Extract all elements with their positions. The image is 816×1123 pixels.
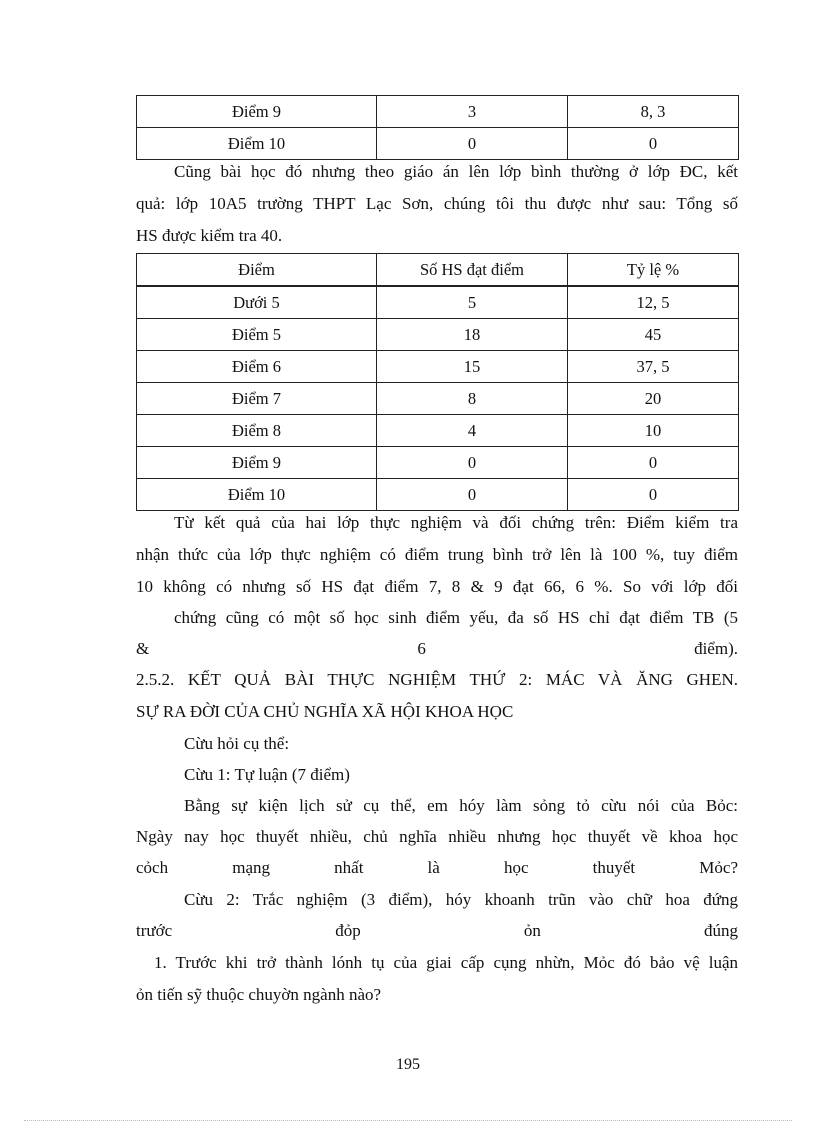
- table-header-row: [137, 254, 739, 287]
- paragraph-line: quả: lớp 10A5 trường THPT Lạc Sơn, chúng tôi thu được như sau: Tổng số: [136, 194, 738, 213]
- table-cell: 10: [568, 415, 739, 447]
- table-cell: Điểm 5: [137, 319, 377, 351]
- paragraph-line: chứng cũng có một số học sinh điểm yếu, đa số HS chỉ đạt điểm TB (5: [174, 608, 738, 627]
- paragraph-line: Từ kết quả của hai lớp thực nghiệm và đối chứng trên: Điểm kiểm tra: [174, 513, 738, 532]
- table-cell: 0: [377, 447, 568, 479]
- page-border-divider: [24, 1120, 792, 1121]
- table-cell: 4: [377, 415, 568, 447]
- table-cell: 37, 5: [568, 351, 739, 383]
- control-class-results-table: [136, 253, 739, 511]
- paragraph-line: Ngày nay học thuyết nhiều, chủ nghĩa nhiều nhưng học thuyết về khoa học: [136, 827, 738, 846]
- table-cell: 0: [568, 479, 739, 511]
- table-cell: Điểm 7: [137, 383, 377, 415]
- table-cell: Điểm 10: [137, 128, 377, 160]
- table-row: [137, 351, 739, 383]
- paragraph-line: ỏn tiến sỹ thuộc chuyờn ngành nào?: [136, 985, 382, 1004]
- results-table-continued: [136, 95, 739, 160]
- paragraph-line: HS được kiểm tra 40.: [136, 226, 283, 245]
- table-cell: 45: [568, 319, 739, 351]
- section-heading: SỰ RA ĐỜI CỦA CHỦ NGHĨA XÃ HỘI KHOA HỌC: [136, 702, 514, 721]
- table-cell: 0: [377, 479, 568, 511]
- table-row: [137, 96, 739, 128]
- questions-intro: Cừu hỏi cụ thể:: [184, 734, 290, 753]
- column-header: Tỷ lệ %: [568, 254, 739, 287]
- table-row: [137, 383, 739, 415]
- table-row: [137, 415, 739, 447]
- paragraph-line: Bằng sự kiện lịch sử cụ thể, em hóy làm sỏng tỏ cừu nói của Bỏc:: [184, 796, 738, 815]
- table-cell: 5: [377, 286, 568, 319]
- table-cell: Điểm 10: [137, 479, 377, 511]
- table-cell: 0: [568, 128, 739, 160]
- page-number: 195: [396, 1056, 420, 1073]
- paragraph-line: & 6 điểm).: [136, 639, 738, 658]
- table-cell: 8: [377, 383, 568, 415]
- column-header: Số HS đạt điểm: [377, 254, 568, 287]
- paragraph-line: trước đỏp ỏn đúng: [136, 921, 738, 940]
- table-cell: Điểm 9: [137, 447, 377, 479]
- table-cell: 18: [377, 319, 568, 351]
- table-cell: Dưới 5: [137, 286, 377, 319]
- paragraph-line: Cũng bài học đó nhưng theo giáo án lên lớp bình thường ở lớp ĐC, kết: [174, 162, 738, 181]
- table-cell: 3: [377, 96, 568, 128]
- table-cell: Điểm 9: [137, 96, 377, 128]
- table-cell: 8, 3: [568, 96, 739, 128]
- table-cell: 12, 5: [568, 286, 739, 319]
- paragraph-line: nhận thức của lớp thực nghiệm có điểm trung bình trở lên là 100 %, tuy điểm: [136, 545, 738, 564]
- list-item: 1. Trước khi trở thành lónh tụ của giai cấp cụng nhừn, Mỏc đó bảo vệ luận: [154, 953, 738, 972]
- table-row: [137, 479, 739, 511]
- column-header: Điểm: [137, 254, 377, 287]
- table-cell: Điểm 8: [137, 415, 377, 447]
- table-cell: Điểm 6: [137, 351, 377, 383]
- question-2-title: Cừu 2: Trắc nghiệm (3 điểm), hóy khoanh trũn vào chữ hoa đứng: [184, 890, 738, 909]
- table-cell: 0: [568, 447, 739, 479]
- table-row: [137, 447, 739, 479]
- table-cell: 20: [568, 383, 739, 415]
- table-cell: 0: [377, 128, 568, 160]
- table-row: [137, 319, 739, 351]
- question-1-title: Cừu 1: Tự luận (7 điểm): [184, 765, 350, 784]
- paragraph-line: cỏch mạng nhất là học thuyết Mỏc?: [136, 858, 738, 877]
- paragraph-line: 10 không có nhưng số HS đạt điểm 7, 8 & 9 đạt 66, 6 %. So với lớp đối: [136, 577, 738, 596]
- table-row: [137, 286, 739, 319]
- table-row: [137, 128, 739, 160]
- section-heading: 2.5.2. KẾT QUẢ BÀI THỰC NGHIỆM THỨ 2: MÁC VÀ ĂNG GHEN.: [136, 670, 738, 689]
- table-cell: 15: [377, 351, 568, 383]
